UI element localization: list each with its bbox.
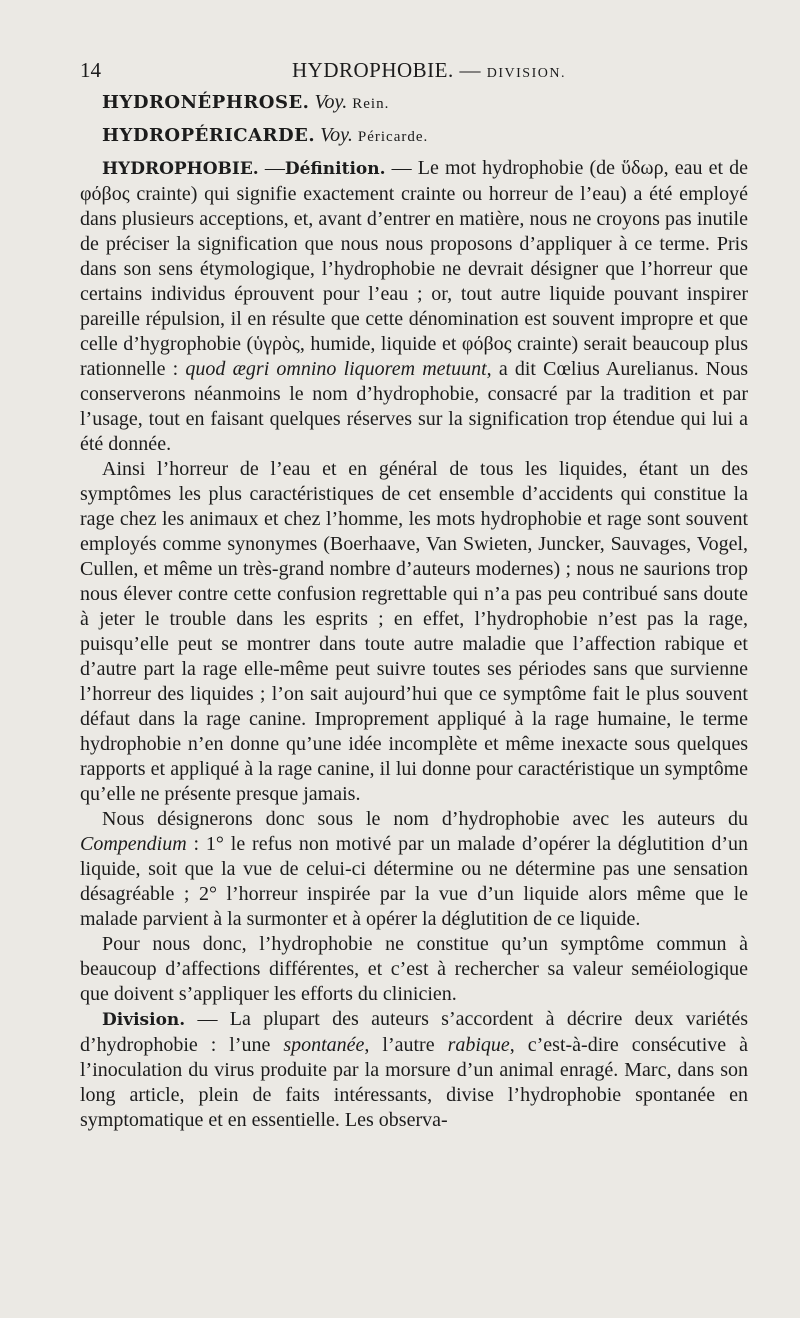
main-headword: HYDROPHOBIE. — [102, 159, 259, 179]
paragraph-compendium — [80, 807, 748, 932]
body-text — [80, 90, 748, 1133]
entry-voy: Voy. — [320, 124, 353, 146]
division-text-3: , c’est-à-dire consécutive à l’inoculation du virus produite par la morsure d’un animal enragé. Marc, dans son long article, plein de faits intéressants, divise l’hydrophobie spontanée en symptomatique et en essentielle. Les observa- — [80, 1034, 749, 1131]
running-title-section: DIVISION. — [486, 66, 566, 81]
page-number: 14 — [80, 58, 101, 82]
latin-quote: quod ægri omnino liquorem metuunt — [185, 358, 487, 380]
compendium-title: Compendium — [80, 833, 187, 855]
compendium-text-end: : 1° le refus non motivé par un malade d’opérer la déglutition d’un liquide, soit que la vue de celui-ci détermine ou ne détermine pas une sensation désagréable ; 2° l’horreur inspirée par la vue d’un liquide alors même que le malade parvient à la surmonter et à opérer la déglutition de ce liquide. — [80, 833, 748, 930]
definition-text-end: , a dit Cœlius Aurelianus. Nous conserverons néanmoins le nom d’hydrophobie, consacré par la tradition et par l’usage, tout en faisant quelques réserves sur la signification trop étendue qui lui a été donnée. — [80, 358, 749, 455]
compendium-text-start: Nous désignerons donc sous le nom d’hydrophobie avec les auteurs du — [102, 808, 748, 830]
entry-hydropericarde — [80, 123, 748, 150]
definition-paragraph — [80, 156, 748, 457]
page-header — [80, 58, 768, 88]
division-paragraph — [80, 1007, 748, 1133]
definition-subhead: Définition. — [284, 159, 386, 179]
division-rabique: rabique — [447, 1034, 510, 1056]
entry-crossref: Péricarde. — [357, 129, 429, 145]
entry-voy: Voy. — [314, 91, 348, 113]
entry-headword: HYDROPÉRICARDE. — [102, 125, 316, 146]
entry-crossref: Rein. — [352, 96, 390, 112]
division-subhead: Division. — [102, 1010, 186, 1030]
running-title — [292, 58, 566, 83]
paragraph-rage-confusion: Ainsi l’horreur de l’eau et en général de tous les liquides, étant un des symptômes les plus caractéristiques de cet ensemble d’accidents qui constitue la rage chez les animaux et chez l’homme, les mots hydrophobie et rage sont souvent employés comme synonymes (Boerhaave, Van Swieten, Juncker, Sauvages, Vogel, Cullen, et même un très-grand nombre d’auteurs modernes) ; nous ne saurions trop nous élever contre cette confusion regrettable qui n’a pas peu contribué sans doute à jeter le trouble dans les esprits ; en effet, l’hydrophobie n’est pas la rage, puisqu’elle peut se montrer dans toute autre maladie que l’affection rabique et d’autre part la rage elle-même peut suivre toutes ses périodes sans que survienne l’horreur des liquides ; l’on sait aujourd’hui que ce symptôme fait le plus souvent défaut dans la rage canine. Improprement appliqué à la rage humaine, le terme hydrophobie n’en donne qu’une idée incomplète et même inexacte sous quelques rapports et appliqué à la rage canine, il lui donne pour caractéristique un symptôme qu’elle ne présente presque jamais. — [80, 458, 748, 805]
entry-hydronephrose — [80, 90, 748, 117]
paragraph-symptom: Pour nous donc, l’hydrophobie ne constitue qu’un symptôme commun à beaucoup d’affections différentes, et c’est à rechercher sa valeur seméiologique que doivent s’appliquer les efforts du clinicien. — [80, 933, 748, 1005]
division-spontanee: spontanée — [283, 1034, 365, 1056]
division-text-2: , l’autre — [364, 1034, 448, 1056]
entry-headword: HYDRONÉPHROSE. — [102, 92, 310, 113]
definition-text-start: — Le mot hydrophobie (de ὕδωρ, eau et de φόβος crainte) qui signifie exactement crainte ou horreur de l’eau) a été employé dans plusieurs acceptions, et, avant d’entrer en matière, nous ne croyons pas inutile de préciser la signification que nous nous proposons d’appliquer à ce terme. Pris dans son sens étymologique, l’hydrophobie ne devrait désigner que l’horreur que certains individus éprouvent pour l’eau ; or, tout autre liquide pouvant inspirer pareille répulsion, il en résulte que cette dénomination est souvent impropre et que celle d’hygrophobie (ὑγρὸς, humide, liquide et φόβος crainte) serait beaucoup plus rationnelle : — [80, 157, 749, 380]
main-headword-dash: — — [258, 157, 285, 179]
running-title-main: HYDROPHOBIE. — — [292, 58, 482, 82]
division-text-1: — La plupart des auteurs s’accordent à décrire deux variétés d’hydrophobie : l’une — [80, 1008, 748, 1056]
